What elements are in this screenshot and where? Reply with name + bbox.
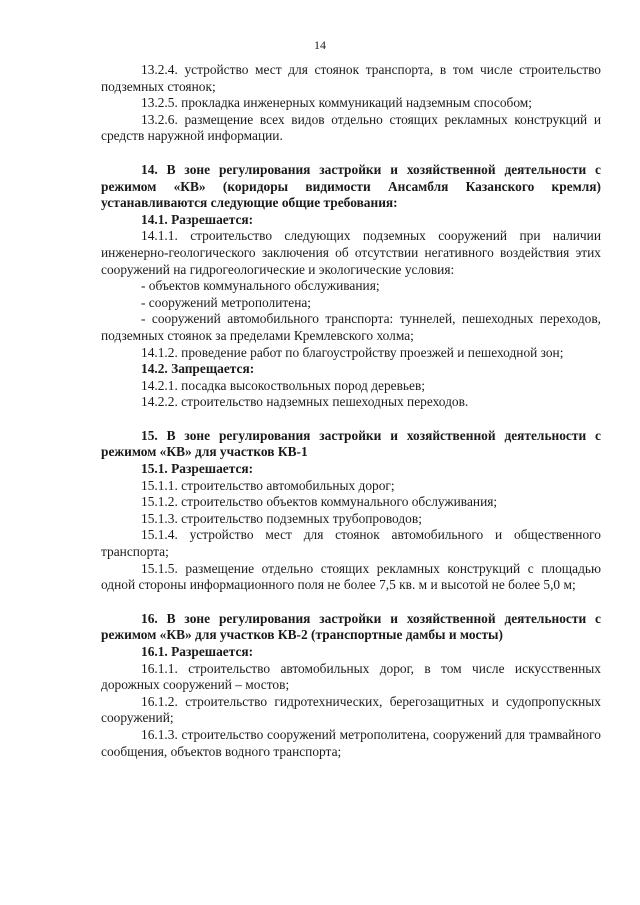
paragraph: - объектов коммунального обслуживания; xyxy=(141,278,380,294)
paragraph: 15.1.4. устройство мест для стоянок автомобильного и общественного транспорта; xyxy=(101,527,601,560)
section-heading: 14.1. Разрешается: xyxy=(141,211,254,227)
section-heading: 14.2. Запрещается: xyxy=(141,361,255,377)
paragraph: 15.1.3. строительство подземных трубопроводов; xyxy=(141,510,422,526)
section-heading: 15.1. Разрешается: xyxy=(141,461,254,477)
section-heading: 16. В зоне регулирования застройки и хозяйственной деятельности с режимом «КВ» для участков КВ-2 (транспортные дамбы и мосты) xyxy=(101,610,601,643)
paragraph: 13.2.6. размещение всех видов отдельно стоящих рекламных конструкций и средств наружной информации. xyxy=(101,111,601,144)
paragraph: 13.2.5. прокладка инженерных коммуникаций надземным способом; xyxy=(141,95,532,111)
section-spacer xyxy=(101,594,601,611)
section-spacer xyxy=(101,411,601,428)
paragraph: 14.2.2. строительство надземных пешеходных переходов. xyxy=(141,394,469,410)
section-heading: 15. В зоне регулирования застройки и хозяйственной деятельности с режимом «КВ» для участков КВ-1 xyxy=(101,427,601,460)
paragraph: 16.1.3. строительство сооружений метрополитена, сооружений для трамвайного сообщения, объектов водного транспорта; xyxy=(101,726,601,759)
paragraph: 15.1.1. строительство автомобильных дорог; xyxy=(141,477,395,493)
paragraph: - сооружений метрополитена; xyxy=(141,294,312,310)
document-body xyxy=(101,62,601,760)
paragraph: 16.1.1. строительство автомобильных дорог, в том числе искусственных дорожных сооружений – мостов; xyxy=(101,660,601,693)
paragraph: 16.1.2. строительство гидротехнических, берегозащитных и судопропускных сооружений; xyxy=(101,693,601,726)
paragraph: 15.1.2. строительство объектов коммунального обслуживания; xyxy=(141,494,498,510)
paragraph: - сооружений автомобильного транспорта: туннелей, пешеходных переходов, подземных стоянок за пределами Кремлевского холма; xyxy=(101,311,601,343)
section-heading: 14. В зоне регулирования застройки и хозяйственной деятельности с режимом «КВ» (коридоры видимости Ансамбля Казанского кремля) устанавливаются следующие общие требования: xyxy=(101,161,601,211)
paragraph: 14.2.1. посадка высокоствольных пород деревьев; xyxy=(141,377,426,393)
page-number: 14 xyxy=(314,38,326,52)
paragraph: 14.1.2. проведение работ по благоустройству проезжей и пешеходной зон; xyxy=(141,344,564,360)
section-heading: 16.1. Разрешается: xyxy=(141,644,254,659)
paragraph: 14.1.1. строительство следующих подземных сооружений при наличии инженерно-геологического заключения об отсутствии негативного воздействия этих сооружений на гидрогеологические и экологические условия: xyxy=(101,228,601,277)
paragraph: 13.2.4. устройство мест для стоянок транспорта, в том числе строительство подземных стоянок; xyxy=(101,62,601,94)
paragraph: 15.1.5. размещение отдельно стоящих рекламных конструкций с площадью одной стороны информационного поля не более 7,5 кв. м и высотой не более 5,0 м; xyxy=(101,560,601,593)
section-spacer xyxy=(101,145,601,162)
